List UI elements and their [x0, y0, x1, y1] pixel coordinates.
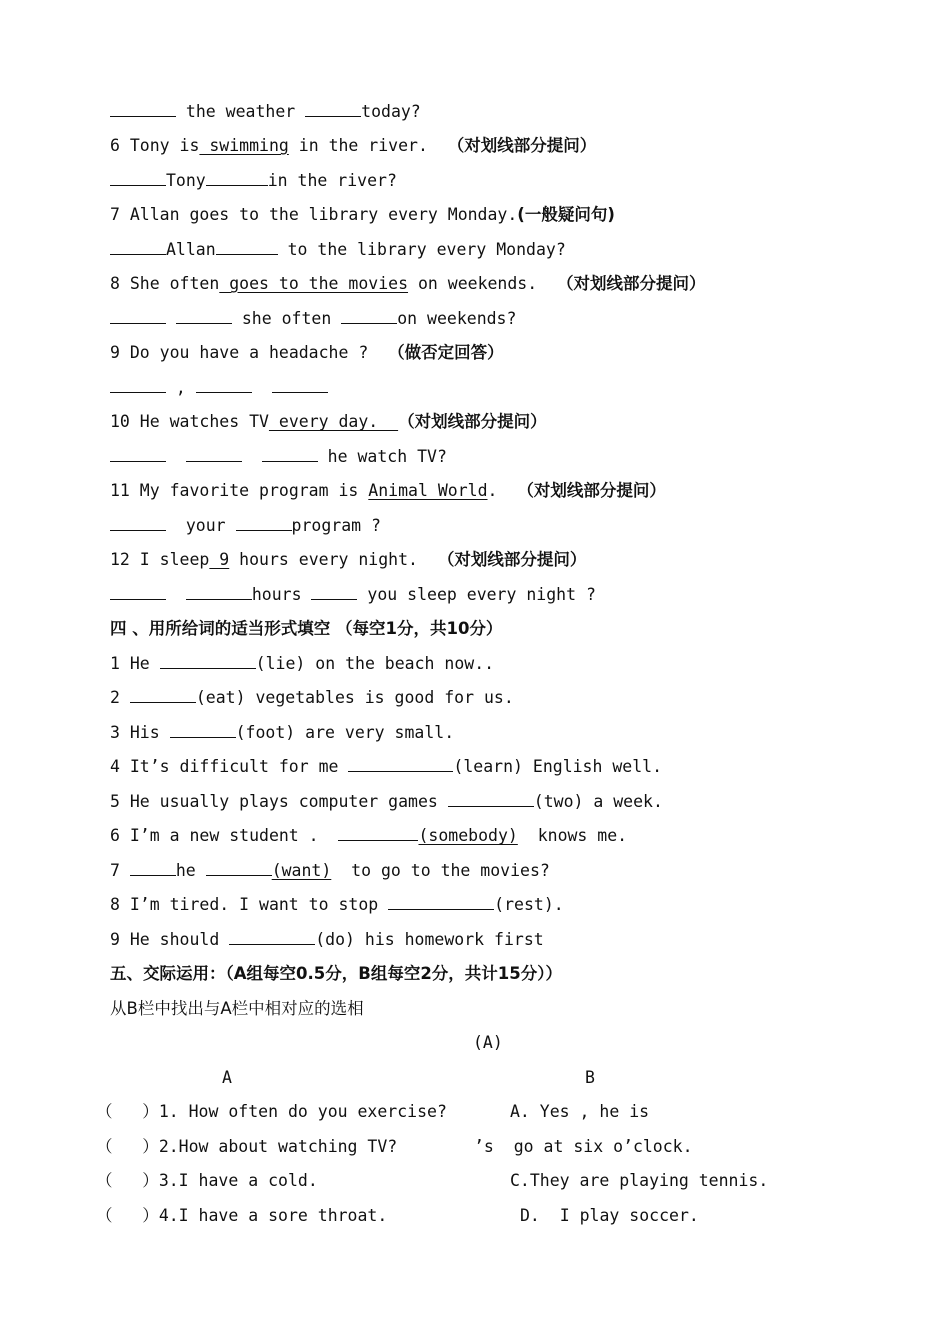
answer-paren[interactable]: （ ） [96, 1102, 159, 1121]
s4-item-3: 3 His (foot) are very small. [110, 723, 455, 742]
question-6: 6 Tony is swimming in the river. （对划线部分提问） [110, 136, 597, 155]
underlined-part: Animal World [368, 481, 488, 500]
match-option-b: ’s go at six o’clock. [474, 1137, 693, 1156]
q7-answer-line: Allan to the library every Monday? [110, 235, 566, 265]
match-option-d: D. I play soccer. [520, 1206, 699, 1225]
answer-blank[interactable] [110, 100, 176, 117]
answer-blank[interactable] [110, 376, 166, 393]
instruction-note: (一般疑问句) [517, 205, 615, 224]
answer-blank[interactable] [206, 169, 268, 186]
underlined-part: every day. [268, 412, 399, 431]
answer-blank[interactable] [110, 583, 166, 600]
answer-blank[interactable] [130, 686, 196, 703]
answer-paren[interactable]: （ ） [96, 1171, 159, 1190]
s4-item-5: 5 He usually plays computer games (two) a week. [110, 792, 663, 811]
question-10: 10 He watches TV every day. （对划线部分提问） [110, 412, 547, 431]
answer-blank[interactable] [110, 169, 166, 186]
question-12: 12 I sleep 9 hours every night. （对划线部分提问） [110, 550, 587, 569]
group-label: (A) [473, 1033, 503, 1052]
instruction-note: （对划线部分提问） [437, 550, 587, 569]
match-row-3: （ ）3.I have a cold. [96, 1171, 318, 1190]
answer-blank[interactable] [110, 514, 166, 531]
answer-blank[interactable] [110, 238, 166, 255]
answer-blank[interactable] [176, 307, 232, 324]
s4-item-4: 4 It’s difficult for me (learn) English well. [110, 757, 663, 776]
match-option-a: A. Yes , he is [510, 1102, 650, 1121]
q9-answer-line: , [110, 373, 328, 403]
section-4-title: 四 、用所给词的适当形式填空 （每空1分，共10分） [110, 619, 503, 638]
match-row-2: （ ）2.How about watching TV? [96, 1137, 398, 1156]
underlined-part: 9 [209, 550, 230, 569]
question-8: 8 She often goes to the movies on weekends. （对划线部分提问） [110, 274, 706, 293]
s4-item-9: 9 He should (do) his homework first [110, 930, 544, 949]
answer-blank[interactable] [448, 790, 534, 807]
question-11: 11 My favorite program is Animal World. （对划线部分提问） [110, 481, 666, 500]
q11-answer-line: your program ? [110, 511, 381, 541]
s4-item-7: 7 he (want) to go to the movies? [110, 861, 550, 880]
q8-answer-line: she often on weekends? [110, 304, 516, 334]
answer-blank[interactable] [338, 824, 418, 841]
answer-blank[interactable] [186, 445, 242, 462]
answer-paren[interactable]: （ ） [96, 1137, 159, 1156]
column-a-header: A [222, 1068, 232, 1087]
s4-item-8: 8 I’m tired. I want to stop (rest). [110, 895, 564, 914]
match-row-4: （ ）4.I have a sore throat. [96, 1206, 388, 1225]
question-7: 7 Allan goes to the library every Monday.(一般疑问句) [110, 205, 615, 224]
q6-answer-line: Tony in the river? [110, 166, 397, 196]
column-b-header: B [585, 1068, 595, 1087]
q12-answer-line: hours you sleep every night ? [110, 580, 596, 610]
s4-item-6: 6 I’m a new student . (somebody) knows me. [110, 826, 628, 845]
match-option-c: C.They are playing tennis. [510, 1171, 769, 1190]
answer-blank[interactable] [216, 238, 278, 255]
answer-blank[interactable] [196, 376, 252, 393]
instruction-note: （对划线部分提问） [398, 412, 547, 431]
q10-answer-line: he watch TV? [110, 442, 447, 472]
answer-blank[interactable] [186, 583, 252, 600]
answer-blank[interactable] [262, 445, 318, 462]
section-5-title: 五、交际运用：（A组每空0.5分，B组每空2分，共计15分）） [110, 964, 563, 983]
q5-answer-line: the weather today? [110, 97, 421, 127]
answer-blank[interactable] [311, 583, 357, 600]
s4-item-1: 1 He (lie) on the beach now.. [110, 654, 495, 673]
answer-blank[interactable] [229, 928, 315, 945]
answer-blank[interactable] [305, 100, 361, 117]
s4-item-2: 2 (eat) vegetables is good for us. [110, 688, 514, 707]
answer-blank[interactable] [110, 307, 166, 324]
answer-blank[interactable] [272, 376, 328, 393]
instruction-note: （对划线部分提问） [447, 136, 597, 155]
underlined-part: swimming [199, 136, 289, 155]
answer-blank[interactable] [170, 721, 236, 738]
section-5-instruction: 从B栏中找出与A栏中相对应的选相 [110, 999, 364, 1018]
answer-blank[interactable] [110, 445, 166, 462]
answer-blank[interactable] [130, 859, 176, 876]
instruction-note: （对划线部分提问） [557, 274, 706, 293]
underlined-part: goes to the movies [219, 274, 409, 293]
instruction-note: （对划线部分提问） [517, 481, 666, 500]
answer-blank[interactable] [341, 307, 397, 324]
answer-blank[interactable] [160, 652, 256, 669]
answer-blank[interactable] [236, 514, 292, 531]
answer-blank[interactable] [348, 755, 453, 772]
answer-blank[interactable] [388, 893, 494, 910]
match-row-1: （ ）1. How often do you exercise? [96, 1102, 447, 1121]
question-9: 9 Do you have a headache ? （做否定回答） [110, 343, 504, 362]
answer-blank[interactable] [206, 859, 272, 876]
instruction-note: （做否定回答） [388, 343, 504, 362]
answer-paren[interactable]: （ ） [96, 1206, 159, 1225]
